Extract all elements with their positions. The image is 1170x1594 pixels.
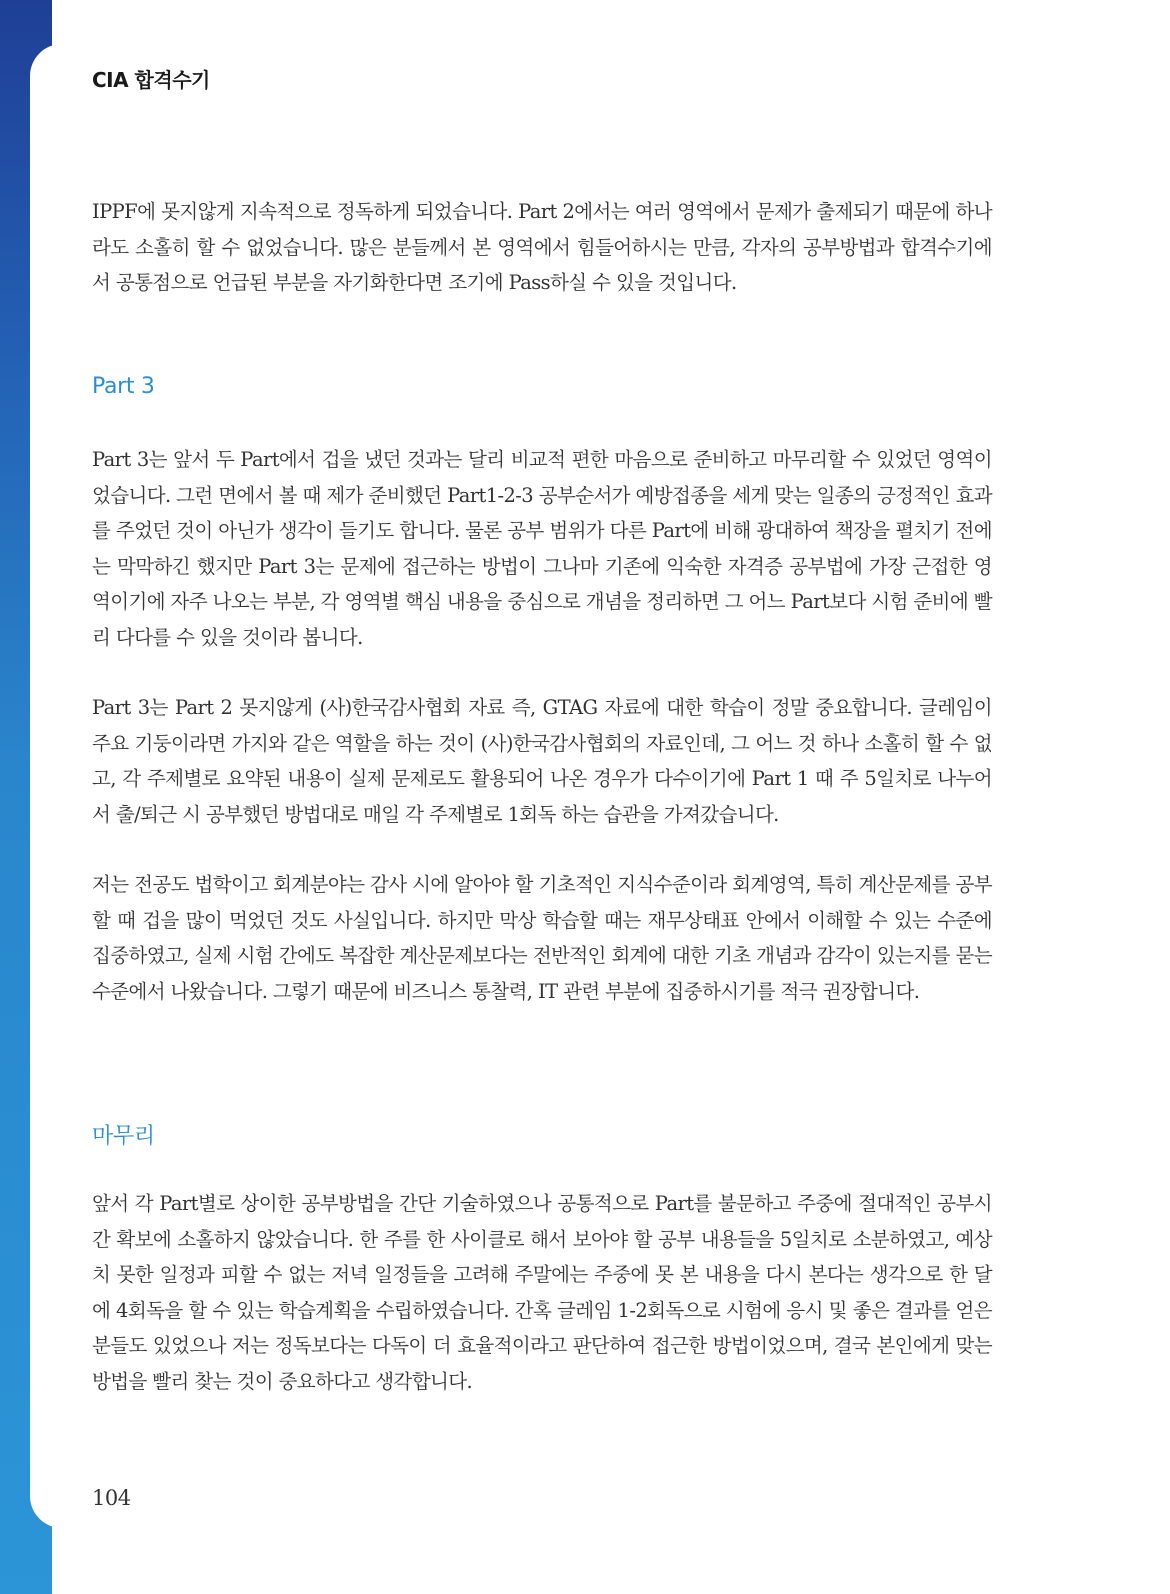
page-sheet-bottom — [52, 1500, 1170, 1594]
page-number: 104 — [92, 1486, 131, 1510]
part3-paragraph-3: 저는 전공도 법학이고 회계분야는 감사 시에 알아야 할 기초적인 지식수준이라 회계영역, 특히 계산문제를 공부할 때 겁을 많이 먹었던 것도 사실입니다. 하지만 막상 학습할 때는 재무상태표 안에서 이해할 수 있는 수준에 집중하였고, 실제 시험 간에도 복잡한 계산문제보다는 전반적인 회계에 대한 기초 개념과 감각이 있는지를 묻는 수준에서 나왔습니다. 그렇기 때문에 비즈니스 통찰력, IT 관련 부분에 집중하시기를 적극 권장합니다. — [92, 873, 992, 1003]
intro-paragraph: IPPF에 못지않게 지속적으로 정독하게 되었습니다. Part 2에서는 여러 영역에서 문제가 출제되기 때문에 하나라도 소홀히 할 수 없었습니다. 많은 분들께서 본 영역에서 힘들어하시는 만큼, 각자의 공부방법과 합격수기에서 공통점으로 언급된 부분을 자기화한다면 조기에 Pass하실 수 있을 것입니다. — [92, 200, 992, 294]
page-sheet-top — [52, 0, 1170, 60]
closing-paragraph: 앞서 각 Part별로 상이한 공부방법을 간단 기술하였으나 공통적으로 Part를 불문하고 주중에 절대적인 공부시간 확보에 소홀하지 않았습니다. 한 주를 한 사이클로 해서 보아야 할 공부 내용들을 5일치로 소분하였고, 예상치 못한 일정과 피할 수 없는 저녁 일정들을 고려해 주말에는 주중에 못 본 내용을 다시 본다는 생각으로 한 달에 4회독을 할 수 있는 학습계획을 수립하였습니다. 간혹 글레임 1-2회독으로 시험에 응시 및 좋은 결과를 얻은 분들도 있었으나 저는 정독보다는 다독이 더 효율적이라고 판단하여 접근한 방법이었으며, 결국 본인에게 맞는 방법을 빨리 찾는 것이 중요하다고 생각합니다. — [92, 1192, 992, 1393]
part3-paragraph-1: Part 3는 앞서 두 Part에서 겁을 냈던 것과는 달리 비교적 편한 마음으로 준비하고 마무리할 수 있었던 영역이었습니다. 그런 면에서 볼 때 제가 준비했던 Part1-2-3 공부순서가 예방접종을 세게 맞는 일종의 긍정적인 효과를 주었던 것이 아닌가 생각이 들기도 합니다. 물론 공부 범위가 다른 Part에 비해 광대하여 책장을 펼치기 전에는 막막하긴 했지만 Part 3는 문제에 접근하는 방법이 그나마 기존에 익숙한 자격증 공부법에 가장 근접한 영역이기에 자주 나오는 부분, 각 영역별 핵심 내용을 중심으로 개념을 정리하면 그 어느 Part보다 시험 준비에 빨리 다다를 수 있을 것이라 봅니다. — [92, 448, 992, 649]
section-heading-closing: 마무리 — [92, 1124, 155, 1149]
running-header: CIA 합격수기 — [92, 68, 210, 92]
part3-paragraph-2: Part 3는 Part 2 못지않게 (사)한국감사협회 자료 즉, GTAG 자료에 대한 학습이 정말 중요합니다. 글레임이 주요 기둥이라면 가지와 같은 역할을 하는 것이 (사)한국감사협회의 자료인데, 그 어느 것 하나 소홀히 할 수 없고, 각 주제별로 요약된 내용이 실제 문제로도 활용되어 나온 경우가 다수이기에 Part 1 때 주 5일치로 나누어서 출/퇴근 시 공부했던 방법대로 매일 각 주제별로 1회독 하는 습관을 가져갔습니다. — [92, 696, 992, 826]
section-heading-part3: Part 3 — [92, 374, 155, 399]
